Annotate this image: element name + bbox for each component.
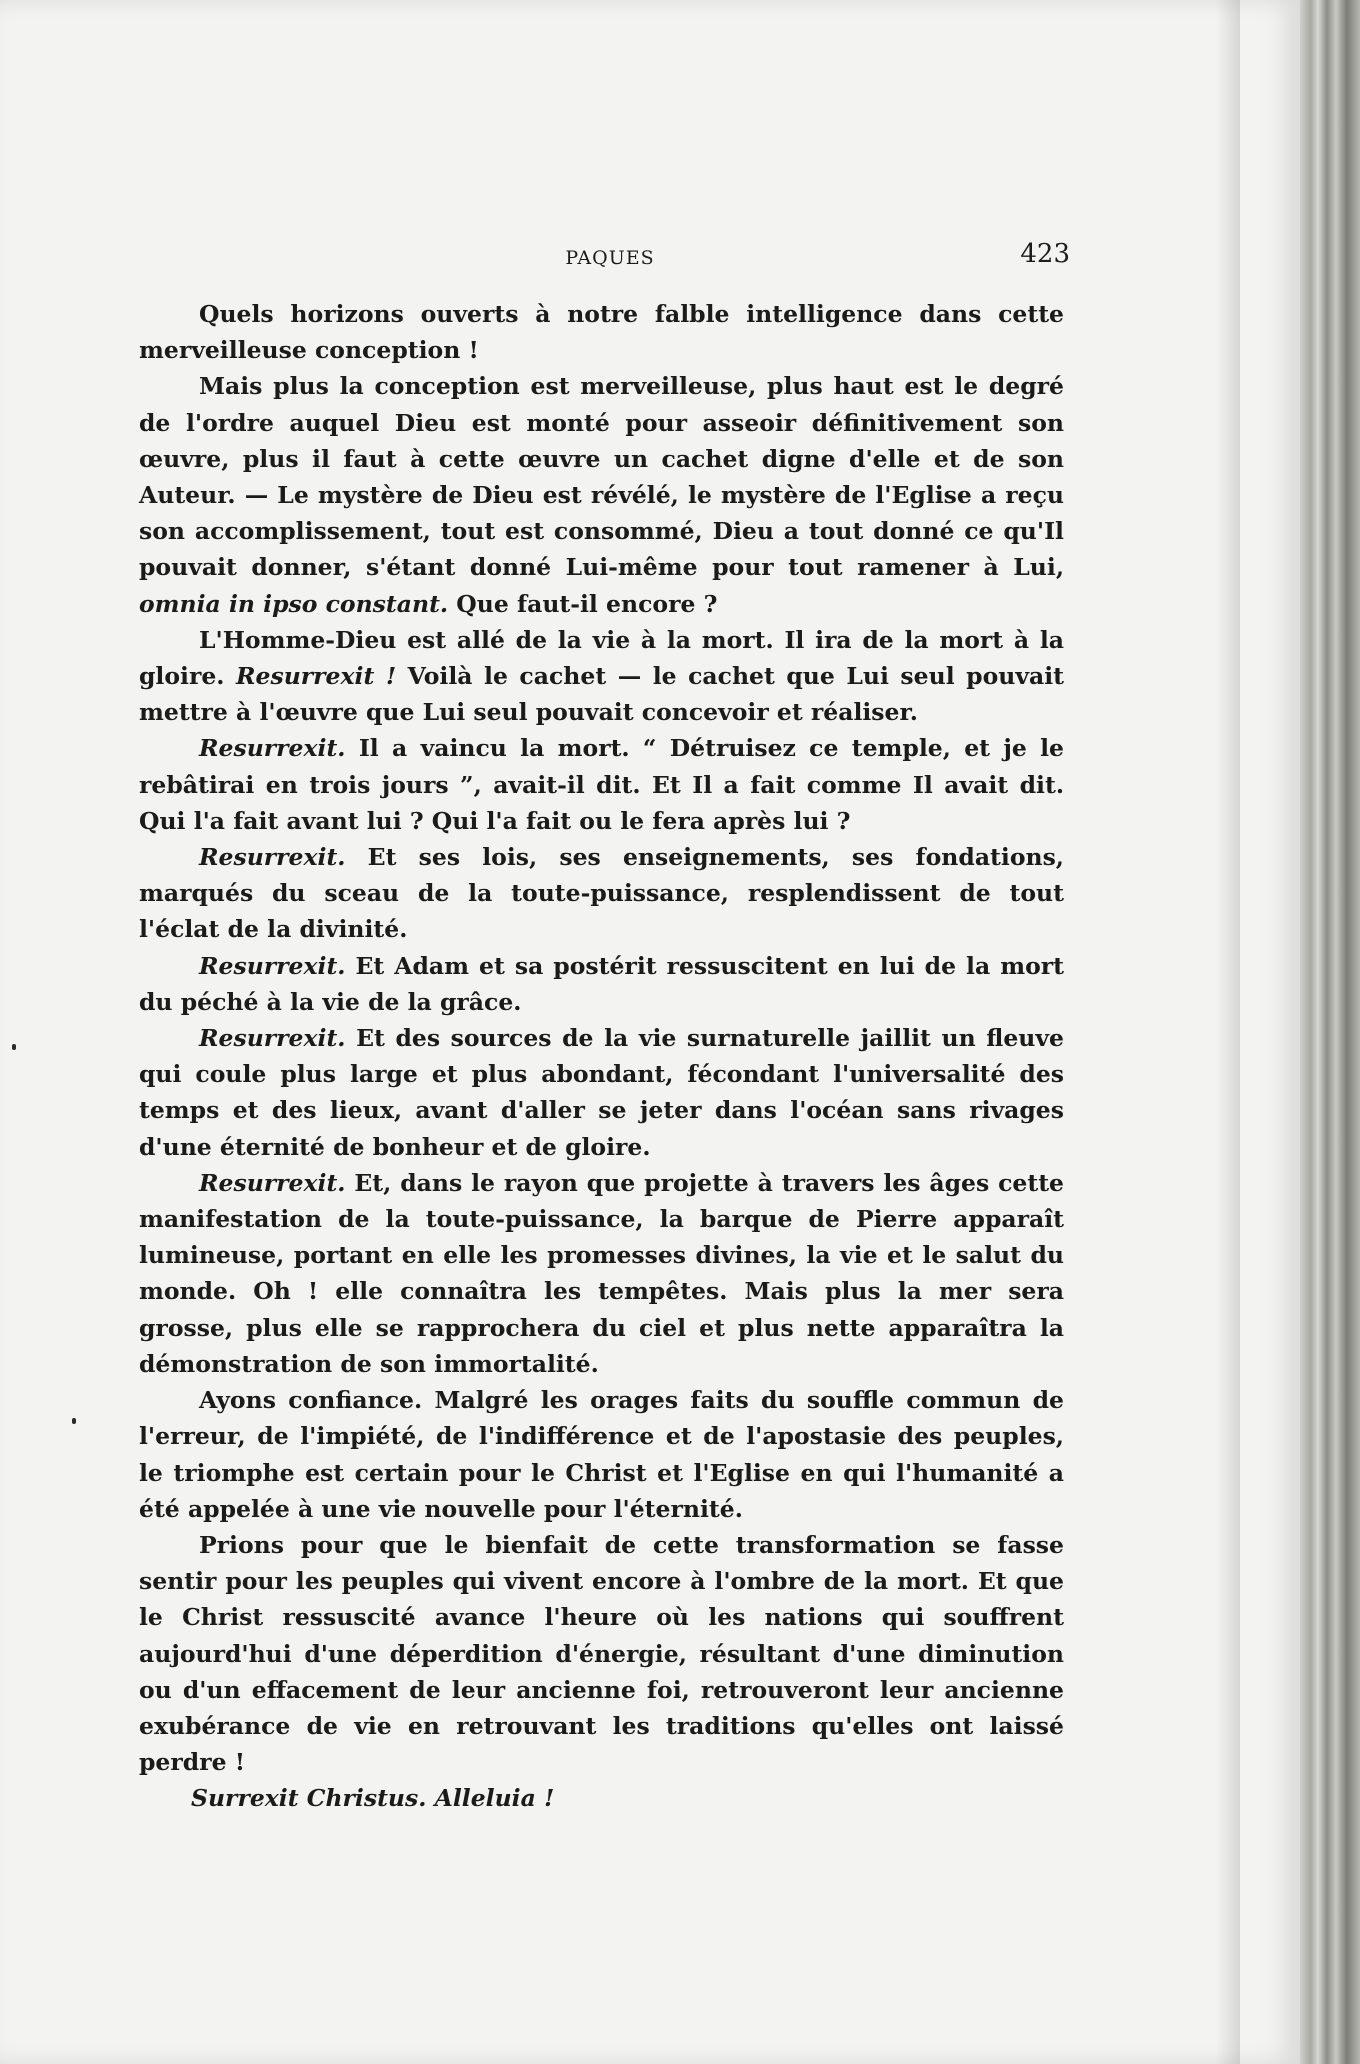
paragraph-text: Et ses lois, ses enseignements, ses fondations, marqués du sceau de la toute-puissance, resplendissent de tout l'éclat de la divinité. [139,843,1064,944]
scan-speck [72,1418,76,1424]
scan-speck [12,1044,16,1050]
paragraph-text: Voilà le cachet — le cachet que Lui seul pouvait mettre à l'œuvre que Lui seul pouvait concevoir et réaliser. [139,662,1064,727]
paragraph-text: Ayons confiance. Malgré les orages faits du souffle commun de l'erreur, de l'impiété, de l'indifférence et de l'apostasie des peuples, le triomphe est certain pour le Christ et l'Eglise en qui l'humanité a été appelée à une vie nouvelle pour l'éternité. [139,1386,1064,1523]
paragraph [139,1020,1064,1165]
paragraph-text: Prions pour que le bienfait de cette transformation se fasse sentir pour les peuples qui vivent encore à l'ombre de la mort. Et que le Christ ressuscité avance l'heure où les nations qui souffrent aujourd'hui d'une déperdition d'énergie, résultant d'une diminution ou d'un effacement de leur ancienne foi, retrouveront leur ancienne exubérance de vie en retrouvant les traditions qu'elles ont laissé perdre ! [139,1530,1064,1777]
running-head [140,239,1080,279]
paragraph [139,296,1064,368]
paragraph [139,368,1064,621]
paragraph-text: L'Homme-Dieu est allé de la vie à la mort. Il ira de la mort à la gloire. [139,625,1064,691]
paragraph-text: Quels horizons ouverts à notre falble intelligence dans cette merveilleuse conception ! [139,300,1064,365]
latin-phrase: Resurrexit ! [236,662,397,691]
latin-phrase: omnia in ipso constant. [139,589,449,618]
paragraph [139,839,1064,948]
body-text [139,296,1064,1817]
paragraph [139,1382,1064,1527]
latin-phrase: Resurrexit. [199,1168,346,1197]
paragraph [139,622,1064,731]
paragraph [139,1165,1064,1382]
paragraph-text: Et, dans le rayon que projette à travers les âges cette manifestation de la toute-puissance, la barque de Pierre apparaît lumineuse, portant en elle les promesses divines, la vie et le salut du monde. Oh ! elle connaîtra les tempêtes. Mais plus la mer sera grosse, plus elle se rapprochera du ciel et plus nette apparaîtra la démonstration de son immortalité. [139,1168,1064,1378]
latin-phrase: Resurrexit. [199,843,346,872]
paragraph-text: Que faut-il encore ? [448,589,718,618]
paragraph-text: Mais plus la conception est merveilleuse, plus haut est le degré de l'ordre auquel Dieu est monté pour asseoir définitivement son œuvre, plus il faut à cette œuvre un cachet digne d'elle et de son Auteur. — Le mystère de Dieu est révélé, le mystère de l'Eglise a reçu son accomplissement, tout est consommé, Dieu a tout donné ce qu'Il pouvait donner, s'étant donné Lui-même pour tout ramener à Lui, [139,372,1064,582]
paragraph [139,948,1064,1020]
paragraph [139,1527,1064,1780]
page-number: 423 [1020,239,1070,269]
page-stack-edge [1300,0,1360,2064]
binding-shadow [1216,0,1240,2064]
closing-line: Surrexit Christus. Alleluia ! [191,1784,555,1813]
paragraph-text: Il a vaincu la mort. “ Détruisez ce temple, et je le rebâtirai en trois jours ”, avait-il dit. Et Il a fait comme Il avait dit. Qui l'a fait avant lui ? Qui l'a fait ou le fera après lui ? [139,734,1064,835]
latin-phrase: Resurrexit. [199,734,346,763]
paragraph-text: Et des sources de la vie surnaturelle jaillit un fleuve qui coule plus large et plus abondant, fécondant l'universalité des temps et des lieux, avant d'aller se jeter dans l'océan sans rivages d'une éternité de bonheur et de gloire. [139,1024,1064,1161]
paragraph [139,730,1064,839]
latin-phrase: Resurrexit. [199,1024,346,1053]
paragraph-text: Et Adam et sa postérit ressuscitent en lui de la mort du péché à la vie de la grâce. [139,951,1064,1016]
latin-phrase: Resurrexit. [199,951,346,980]
chapter-title: PAQUES [565,247,655,269]
